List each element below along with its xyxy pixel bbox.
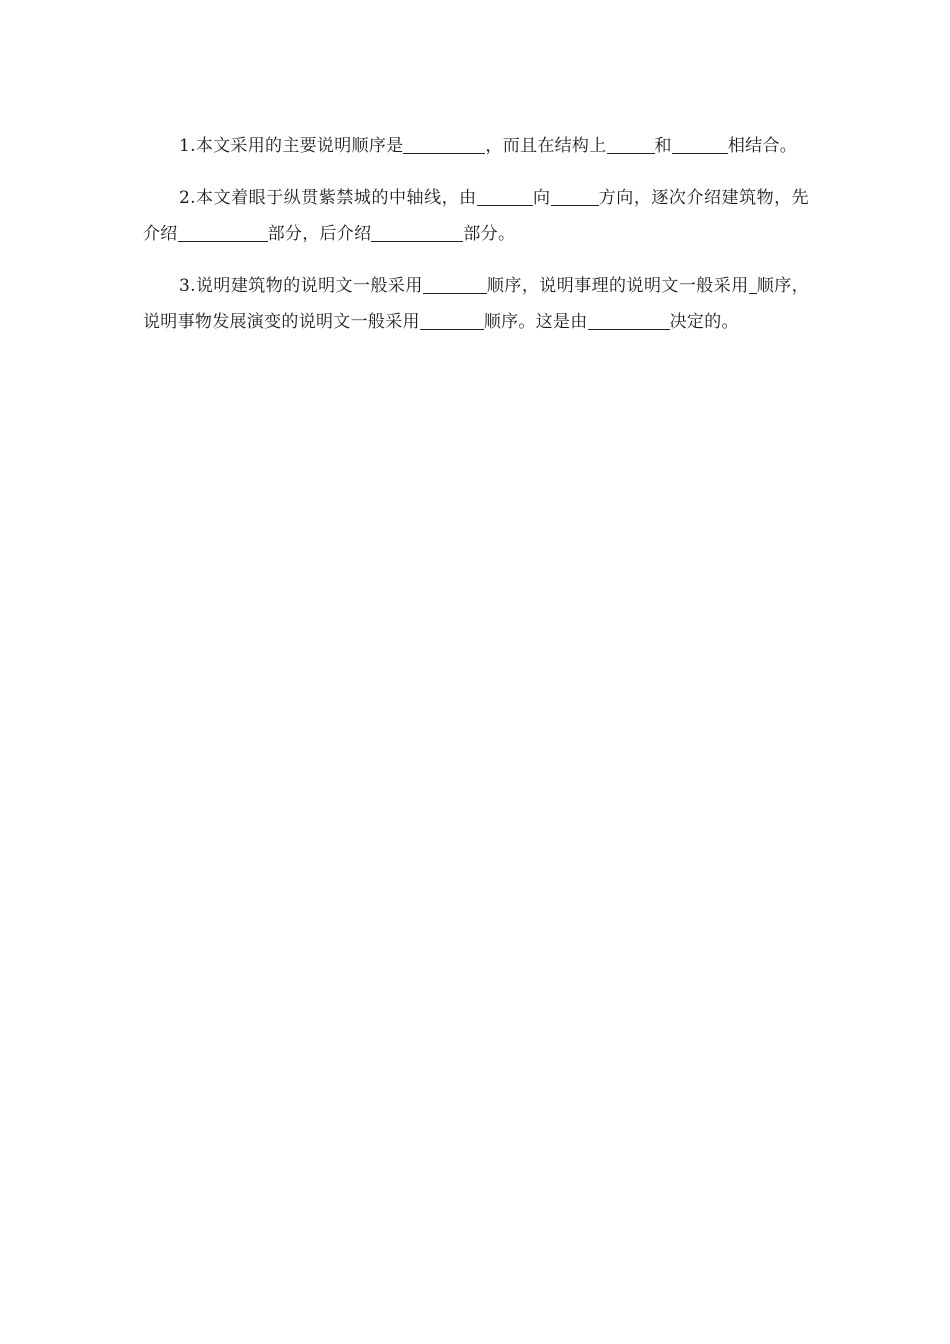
question-text: ，而且在结构上 <box>485 136 607 156</box>
question-text: 向 <box>532 188 551 208</box>
question-text: 决定的。 <box>669 312 739 332</box>
answer-blank[interactable] <box>551 185 599 206</box>
question-text: 部分，后介绍 <box>267 224 372 244</box>
question-text: 顺序。这是由 <box>483 312 588 332</box>
question-text: 2.本文着眼于纵贯紫禁城的中轴线，由 <box>179 188 477 208</box>
answer-blank[interactable] <box>420 309 484 330</box>
question-2 <box>143 180 809 252</box>
answer-blank[interactable] <box>588 309 670 330</box>
answer-blank[interactable] <box>371 221 463 242</box>
question-text: 和 <box>654 136 672 156</box>
answer-blank[interactable] <box>178 221 268 242</box>
question-text: 顺序，说明事理的说明文一般采用 <box>486 276 749 296</box>
question-text: 3.说明建筑物的说明文一般采用 <box>179 276 423 296</box>
answer-blank[interactable] <box>477 185 533 206</box>
question-text: 顺序，说明事物发展演变的说明文一般采用 <box>143 276 809 332</box>
question-text: 1.本文采用的主要说明顺序是 <box>179 136 404 156</box>
answer-blank[interactable] <box>423 273 487 294</box>
answer-blank[interactable] <box>607 133 655 154</box>
answer-blank[interactable] <box>403 133 485 154</box>
question-list <box>143 128 809 356</box>
question-text: 方向，逐次介绍建筑物，先介绍 <box>143 188 809 244</box>
answer-blank[interactable] <box>672 133 728 154</box>
question-1 <box>143 128 809 164</box>
question-3 <box>143 268 809 340</box>
question-text: 相结合。 <box>727 136 798 156</box>
question-text: 部分。 <box>463 224 516 244</box>
answer-blank[interactable] <box>749 273 757 294</box>
